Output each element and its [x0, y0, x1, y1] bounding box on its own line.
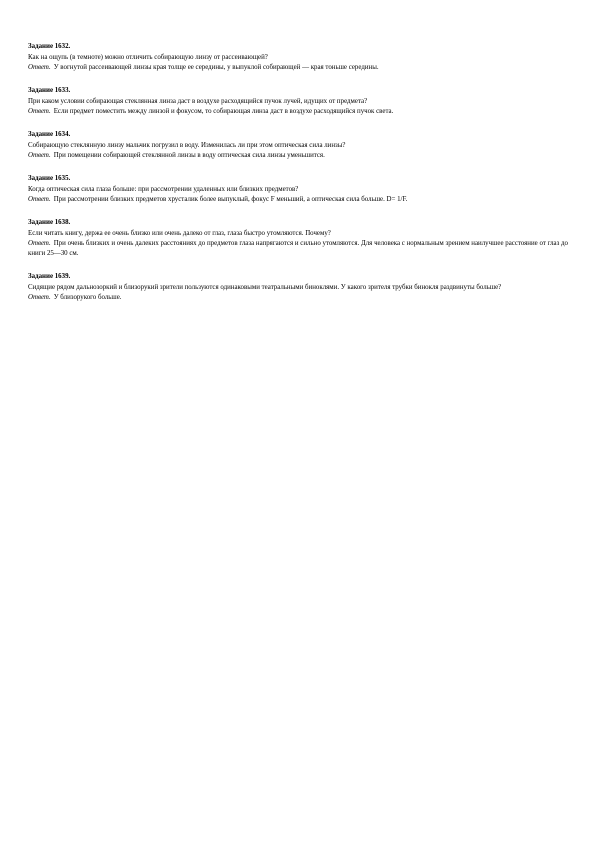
answer-text: У вогнутой рассеивающей линзы края толще ее середины, у выпуклой собирающей — края тоньше середины.	[53, 64, 379, 71]
task-question: Когда оптическая сила глаза больше: при рассмотрении удаленных или близких предметов?	[28, 186, 299, 193]
task-1639	[28, 272, 568, 303]
task-answer	[28, 107, 568, 117]
task-question: Собирающую стеклянную линзу мальчик погрузил в воду. Изменилась ли при этом оптическая сила линзы?	[28, 142, 346, 149]
task-answer	[28, 151, 568, 161]
document-page	[28, 42, 568, 316]
task-question: Сидящие рядом дальнозоркий и близорукий зрители пользуются одинаковыми театральными биноклями. У какого зрителя трубки бинокля раздвинуты больше?	[28, 284, 502, 291]
task-1633	[28, 86, 568, 117]
task-1634	[28, 130, 568, 161]
answer-text: При рассмотрении близких предметов хрусталик более выпуклый, фокус F меньший, а оптическая сила больше. D= 1/F.	[53, 196, 408, 203]
task-1638	[28, 218, 568, 259]
task-title: Задание 1634.	[28, 131, 71, 138]
answer-label: Ответ.	[28, 64, 51, 71]
task-question: Как на ощупь (в темноте) можно отличить собирающую линзу от рассеивающей?	[28, 54, 268, 61]
task-answer	[28, 195, 568, 205]
task-1632	[28, 42, 568, 73]
task-answer	[28, 63, 568, 73]
answer-text: При помещении собирающей стеклянной линзы в воду оптическая сила линзы уменьшится.	[53, 152, 325, 159]
task-question: Если читать книгу, держа ее очень близко или очень далеко от глаз, глаза быстро утомляются. Почему?	[28, 230, 331, 237]
task-title: Задание 1639.	[28, 273, 71, 280]
task-title: Задание 1633.	[28, 87, 71, 94]
answer-text: У близорукого больше.	[53, 294, 122, 301]
task-answer	[28, 293, 568, 303]
answer-label: Ответ.	[28, 196, 51, 203]
answer-label: Ответ.	[28, 294, 51, 301]
task-title: Задание 1635.	[28, 175, 71, 182]
answer-label: Ответ.	[28, 108, 51, 115]
task-answer	[28, 239, 568, 259]
answer-text: Если предмет поместить между линзой и фокусом, то собирающая линза даст в воздухе расходящийся пучок света.	[53, 108, 394, 115]
task-title: Задание 1632.	[28, 43, 71, 50]
answer-text: При очень близких и очень далеких расстояниях до предметов глаза напрягаются и сильно утомляются. Для человека с нормальным зрением наилучшее расстояние от глаз до книги 25—30 см.	[28, 240, 568, 257]
answer-label: Ответ.	[28, 152, 51, 159]
task-question: При каком условии собирающая стеклянная линза даст в воздухе расходящийся пучок лучей, идущих от предмета?	[28, 98, 368, 105]
task-title: Задание 1638.	[28, 219, 71, 226]
answer-label: Ответ.	[28, 240, 51, 247]
task-1635	[28, 174, 568, 205]
